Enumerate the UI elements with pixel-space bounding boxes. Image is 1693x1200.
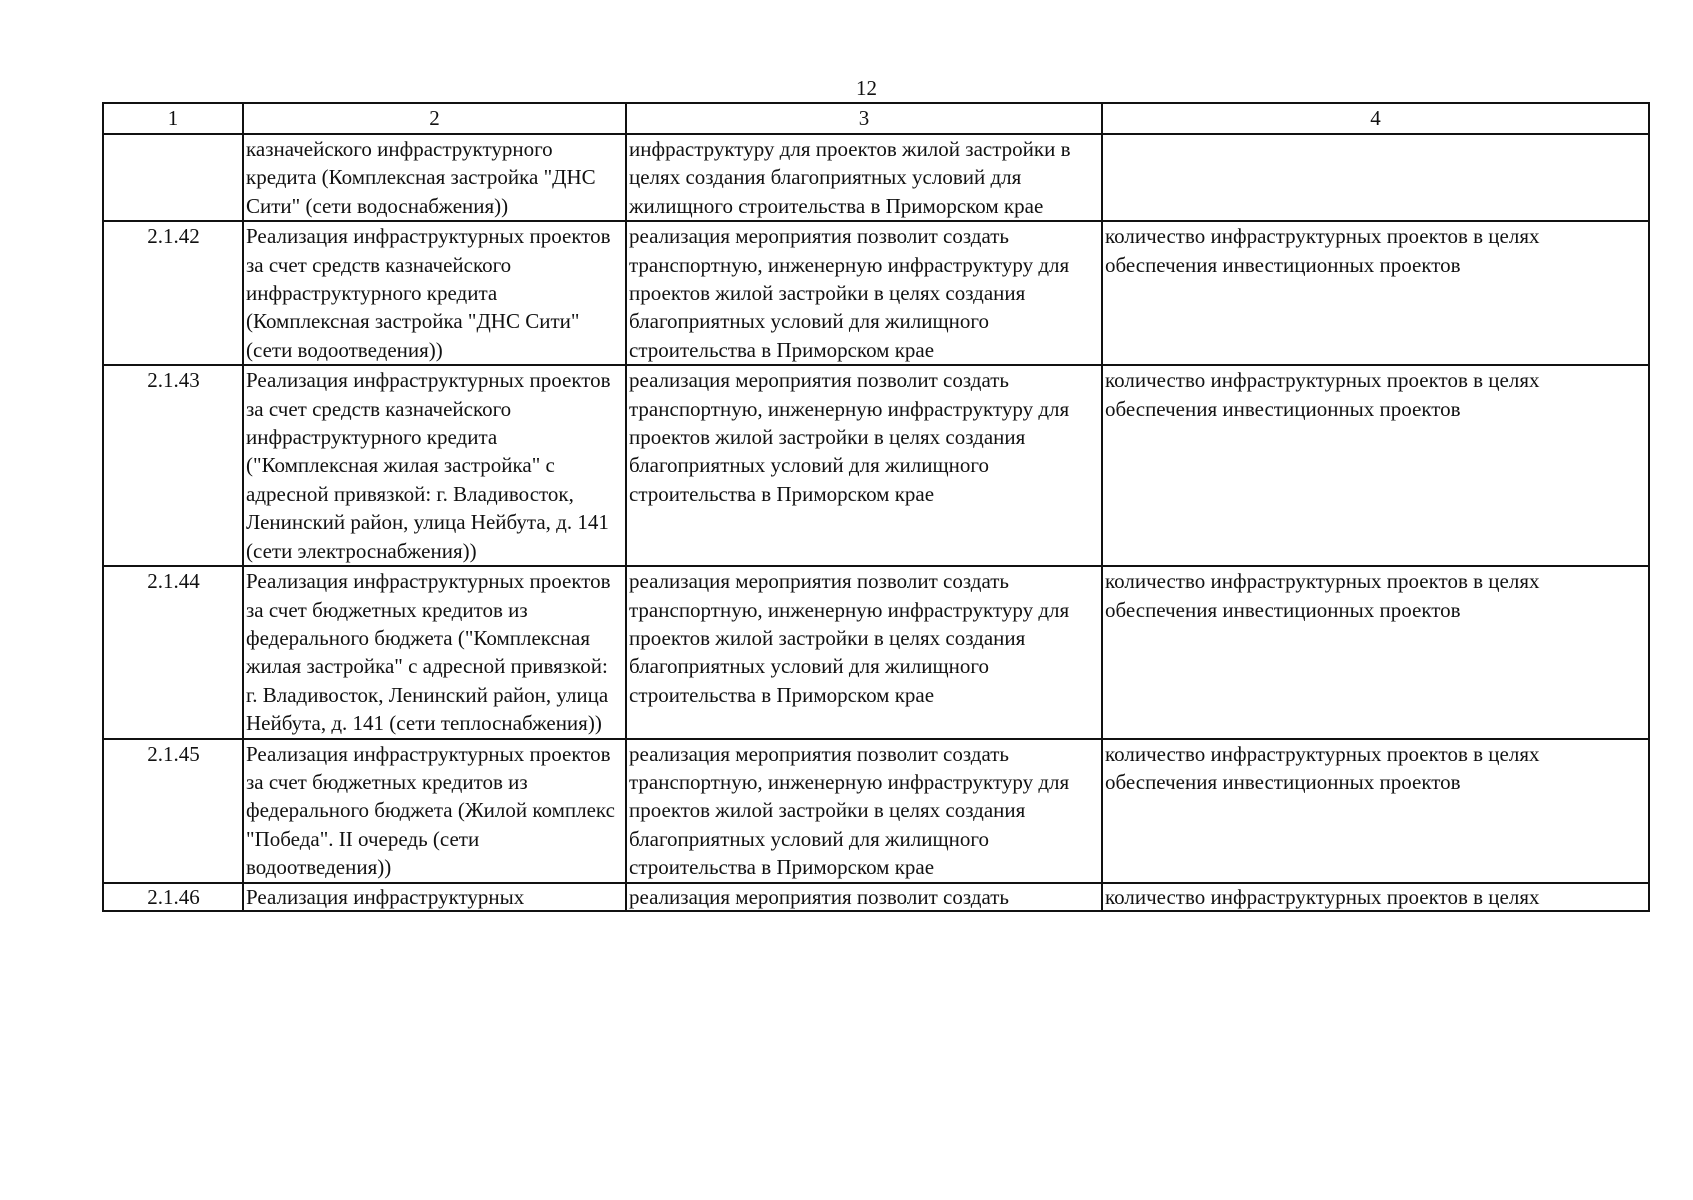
table-row [103,134,1649,221]
table-row [103,365,1649,566]
measure-name: Реализация инфраструктурных проектов за счет средств казначейского инфраструктурного кредита ("Комплексная жилая застройка" с адресной привязкой: г. Владивосток, Ленинский район, улица Нейбута, д. 141 (сети электроснабжения)) [243,365,626,566]
row-number: 2.1.44 [103,566,243,738]
indicator: количество инфраструктурных проектов в целях обеспечения инвестиционных проектов [1102,739,1649,883]
expected-result: реализация мероприятия позволит создать транспортную, инженерную инфраструктуру для проектов жилой застройки в целях создания благоприятных условий для жилищного строительства в Приморском крае [626,365,1102,566]
measure-name: Реализация инфраструктурных проектов за счет бюджетных кредитов из федерального бюджета ("Комплексная жилая застройка" с адресной привязкой: г. Владивосток, Ленинский район, улица Нейбута, д. 141 (сети теплоснабжения)) [243,566,626,738]
table-row [103,883,1649,911]
expected-result: инфраструктуру для проектов жилой застройки в целях создания благоприятных условий для жилищного строительства в Приморском крае [626,134,1102,221]
column-header: 4 [1102,103,1649,134]
document-table [102,102,1650,912]
indicator: количество инфраструктурных проектов в целях обеспечения инвестиционных проектов [1102,365,1649,566]
table-row [103,739,1649,883]
expected-result: реализация мероприятия позволит создать транспортную, инженерную инфраструктуру для проектов жилой застройки в целях создания благоприятных условий для жилищного строительства в Приморском крае [626,739,1102,883]
expected-result: реализация мероприятия позволит создать [626,883,1102,911]
row-number: 2.1.46 [103,883,243,911]
row-number [103,134,243,221]
column-header: 2 [243,103,626,134]
column-header: 3 [626,103,1102,134]
measure-name: Реализация инфраструктурных проектов за счет бюджетных кредитов из федерального бюджета (Жилой комплекс "Победа". II очередь (сети водоотведения)) [243,739,626,883]
measure-name: Реализация инфраструктурных проектов за счет средств казначейского инфраструктурного кредита (Комплексная застройка "ДНС Сити" (сети водоотведения)) [243,221,626,365]
indicator: количество инфраструктурных проектов в целях обеспечения инвестиционных проектов [1102,221,1649,365]
indicator: количество инфраструктурных проектов в целях [1102,883,1649,911]
row-number: 2.1.45 [103,739,243,883]
column-header: 1 [103,103,243,134]
measure-name: Реализация инфраструктурных [243,883,626,911]
expected-result: реализация мероприятия позволит создать транспортную, инженерную инфраструктуру для проектов жилой застройки в целях создания благоприятных условий для жилищного строительства в Приморском крае [626,566,1102,738]
indicator [1102,134,1649,221]
table-row [103,221,1649,365]
row-number: 2.1.43 [103,365,243,566]
indicator: количество инфраструктурных проектов в целях обеспечения инвестиционных проектов [1102,566,1649,738]
row-number: 2.1.42 [103,221,243,365]
expected-result: реализация мероприятия позволит создать транспортную, инженерную инфраструктуру для проектов жилой застройки в целях создания благоприятных условий для жилищного строительства в Приморском крае [626,221,1102,365]
measure-name: казначейского инфраструктурного кредита (Комплексная застройка "ДНС Сити" (сети водоснабжения)) [243,134,626,221]
table-row [103,566,1649,738]
table-header-row [103,103,1649,134]
page-number: 12 [856,76,877,100]
